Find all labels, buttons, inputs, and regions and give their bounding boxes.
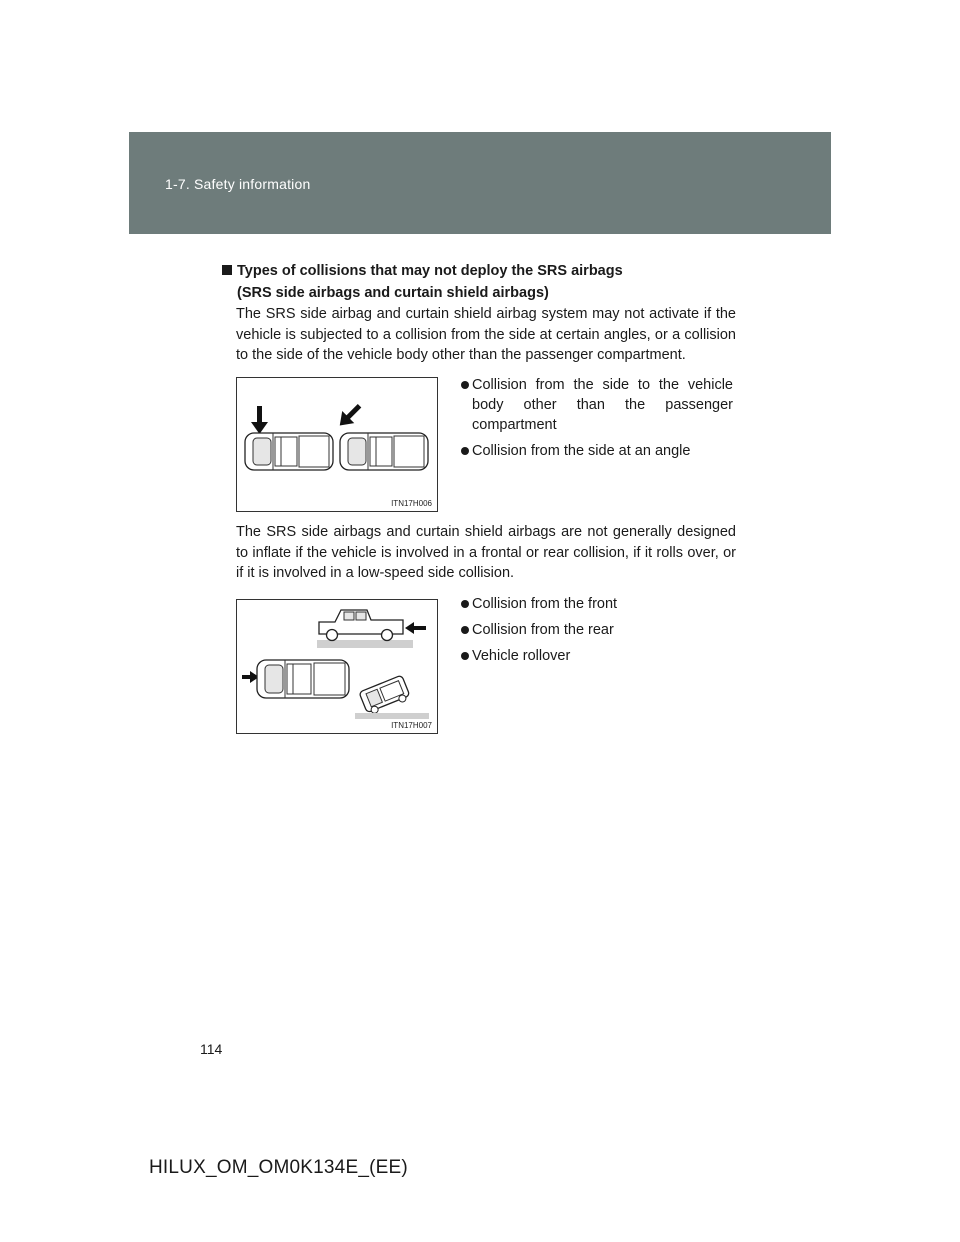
heading-line-1: Types of collisions that may not deploy the SRS airbags <box>237 263 623 279</box>
truck-top-view-icon-2 <box>340 433 428 470</box>
page-number: 114 <box>200 1041 223 1057</box>
list-item: Vehicle rollover <box>461 646 733 666</box>
arrow-diagonal-icon <box>334 400 366 432</box>
intro-paragraph: The SRS side airbag and curtain shield airbag system may not activate if the vehicle is subjected to a collision from the side at certain angles, or a collision to the side of the vehicle body other than the passenger compartment. <box>236 306 736 363</box>
bullet-dot-icon <box>461 600 469 608</box>
arrow-left-icon <box>405 622 426 634</box>
bullet-dot-icon <box>461 626 469 634</box>
figure2-bullet-list <box>461 594 733 672</box>
document-code: HILUX_OM_OM0K134E_(EE) <box>149 1157 408 1178</box>
list-item: Collision from the front <box>461 594 733 614</box>
figure-front-rear-rollover <box>236 599 438 734</box>
front-rear-rollover-illustration <box>237 600 437 733</box>
list-item: Collision from the rear <box>461 620 733 640</box>
truck-side-view-icon <box>317 610 413 648</box>
figure-code: ITN17H007 <box>391 721 432 730</box>
list-item: Collision from the side at an angle <box>461 441 733 461</box>
square-bullet-icon <box>222 265 232 275</box>
side-collision-illustration <box>237 378 437 511</box>
section-title: 1-7. Safety information <box>165 176 311 192</box>
subsection-heading <box>222 260 742 304</box>
figure-side-collision <box>236 377 438 512</box>
truck-top-view-icon <box>245 433 333 470</box>
bullet-dot-icon <box>461 447 469 455</box>
truck-rollover-icon <box>359 675 411 716</box>
figure-code: ITN17H006 <box>391 499 432 508</box>
list-item: Collision from the side to the vehicle body other than the passenger compartment <box>461 375 733 435</box>
bullet-dot-icon <box>461 381 469 389</box>
arrow-down-icon <box>251 406 268 434</box>
figure1-bullet-list <box>461 375 733 467</box>
explanation-paragraph: The SRS side airbags and curtain shield airbags are not generally designed to inflate if the vehicle is involved in a frontal or rear collision, if it rolls over, or if it is involved in a low-speed side collision. <box>236 524 736 581</box>
bullet-dot-icon <box>461 652 469 660</box>
heading-line-2: (SRS side airbags and curtain shield airbags) <box>237 285 549 301</box>
truck-top-view-icon <box>257 660 349 698</box>
